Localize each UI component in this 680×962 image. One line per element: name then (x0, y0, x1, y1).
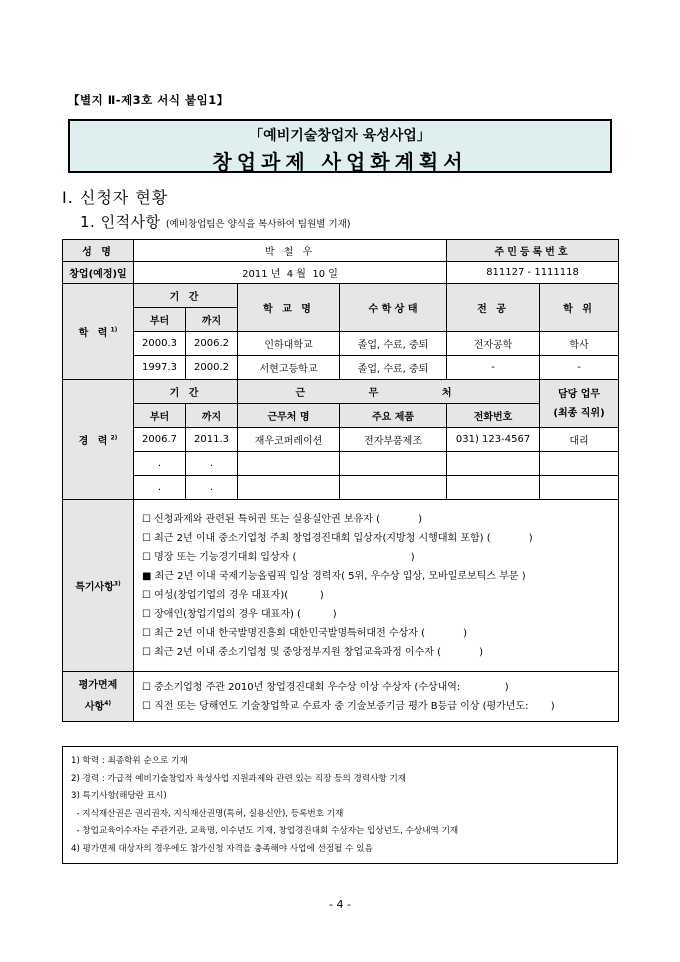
rrn-label: 주민등록번호 (447, 240, 619, 262)
career-from: . (134, 452, 186, 476)
career-phone (447, 452, 540, 476)
edu-to: 2006.2 (186, 332, 238, 356)
special-item: ☐ 여성(창업기업의 경우 대표자)( ) (142, 589, 324, 601)
edu-degree: 학사 (540, 332, 619, 356)
subsection-title: 1. 인적사항 (80, 213, 161, 231)
education-label: 학 력$^{1)}$ (63, 284, 134, 380)
career-from: 2006.7 (134, 428, 186, 452)
edu-major: 전자공학 (447, 332, 540, 356)
edu-to: 2000.2 (186, 356, 238, 380)
title-main: 창업과제 사업화계획서 (212, 150, 468, 174)
table-row (63, 356, 619, 380)
subsection-note: (예비창업팀은 양식을 복사하여 팀원별 기재) (165, 219, 351, 230)
edu-degree: - (540, 356, 619, 380)
section-heading: Ⅰ. 신청자 현황 (62, 188, 169, 207)
special-items (134, 500, 619, 672)
edu-school: 서현고등학교 (238, 356, 340, 380)
special-item: ☐ 장애인(창업기업의 경우 대표자) ( ) (142, 608, 337, 620)
edu-period-header: 기 간 (134, 284, 238, 308)
edu-from-header: 부터 (134, 308, 186, 332)
career-to: 2011.3 (186, 428, 238, 452)
footnote: 1) 학력 : 최종학위 순으로 기재 (71, 756, 188, 766)
career-duty (540, 476, 619, 500)
career-product (340, 452, 447, 476)
career-duty-header: 담당 업무 (최종 직위) (540, 380, 619, 428)
special-item: ☐ 최근 2년 이내 한국발명진흥회 대한민국발명특허대전 수상자 ( ) (142, 627, 468, 639)
special-item: ☐ 명장 또는 기능경기대회 입상자 ( ) (142, 551, 415, 563)
founding-date-value: 2011 년 4 월 10 일 (134, 262, 447, 284)
edu-from: 2000.3 (134, 332, 186, 356)
exemption-item: ☐ 중소기업청 주관 2010년 창업경진대회 우수상 이상 수상자 (수상내역: ) (142, 681, 509, 693)
table-row (63, 452, 619, 476)
exemption-item: ☐ 직전 또는 당해연도 기술창업학교 수료자 중 기술보증기금 평가 B등급 이상 (평가년도: ) (142, 700, 555, 712)
edu-to-header: 까지 (186, 308, 238, 332)
career-duty (540, 452, 619, 476)
special-label: 특기사항$^{3)}$ (63, 500, 134, 672)
career-phone (447, 476, 540, 500)
title-subtitle: 「예비기술창업자 육성사업」 (249, 128, 431, 144)
edu-major-header: 전 공 (447, 284, 540, 332)
table-row (63, 476, 619, 500)
footnote: 3) 특기사항(해당란 표시) (71, 791, 167, 801)
career-to: . (186, 452, 238, 476)
career-duty: 대리 (540, 428, 619, 452)
career-workplace-header: 근 무 처 (238, 380, 540, 404)
edu-status: 졸업, 수료, 중퇴 (340, 356, 447, 380)
edu-major: - (447, 356, 540, 380)
edu-school-header: 학 교 명 (238, 284, 340, 332)
career-period-header: 기 간 (134, 380, 238, 404)
career-from: . (134, 476, 186, 500)
special-item: ☐ 신청과제와 관련된 특허권 또는 실용실안권 보유자 ( ) (142, 513, 423, 525)
applicant-table (62, 239, 619, 722)
special-item: ■ 최근 2년 이내 국제기능올림픽 입상 경력자( 5위, 우수상 입상, 모바일로보틱스 부문 ) (142, 570, 526, 582)
career-company: 재우코퍼레이션 (238, 428, 340, 452)
footnotes-box (62, 746, 618, 864)
title-box (68, 119, 612, 173)
career-to: . (186, 476, 238, 500)
footnote: - 지식재산권은 권리권자, 지식재산권명(특허, 실용신안), 등록번호 기재 (71, 808, 344, 819)
rrn-value: 811127 - 1111118 (447, 262, 619, 284)
name-value: 박 철 우 (134, 240, 447, 262)
career-phone: 031) 123-4567 (447, 428, 540, 452)
edu-degree-header: 학 위 (540, 284, 619, 332)
name-label: 성 명 (63, 240, 134, 262)
footnote: 4) 평가면제 대상자의 경우에도 참가신청 자격을 충족해야 사업에 선정될 수 있음 (71, 843, 373, 854)
special-item: ☐ 최근 2년 이내 중소기업청 및 중앙정부지원 창업교육과정 이수자 ( ) (142, 646, 484, 658)
career-phone-header: 전화번호 (447, 404, 540, 428)
career-to-header: 까지 (186, 404, 238, 428)
exemption-label: 평가면제 사항$^{4)}$ (63, 672, 134, 722)
table-row (63, 332, 619, 356)
career-label: 경 력$^{2)}$ (63, 380, 134, 500)
edu-status: 졸업, 수료, 중퇴 (340, 332, 447, 356)
subsection-heading (80, 211, 351, 232)
career-product (340, 476, 447, 500)
career-company (238, 452, 340, 476)
table-row (63, 428, 619, 452)
career-from-header: 부터 (134, 404, 186, 428)
edu-from: 1997.3 (134, 356, 186, 380)
special-item: ☐ 최근 2년 이내 중소기업청 주최 창업경진대회 입상자(지방청 시행대회 포함) ( ) (142, 532, 533, 544)
career-product-header: 주요 제품 (340, 404, 447, 428)
footnote: - 창업교육이수자는 주관기관, 교육명, 이수년도 기재, 창업경진대회 수상자는 입상년도, 수상내역 기재 (71, 826, 459, 836)
edu-school: 인하대학교 (238, 332, 340, 356)
career-company-header: 근무처 명 (238, 404, 340, 428)
form-tag: 【별지 Ⅱ-제3호 서식 붙임1】 (68, 93, 229, 107)
founding-date-label: 창업(예정)일 (63, 262, 134, 284)
exemption-items (134, 672, 619, 722)
page-number: - 4 - (329, 898, 351, 911)
career-product: 전자부품제조 (340, 428, 447, 452)
edu-status-header: 수 학 상 태 (340, 284, 447, 332)
career-company (238, 476, 340, 500)
footnote: 2) 경력 : 가급적 예비기술창업자 육성사업 지원과제와 관련 있는 직장 등의 경력사항 기재 (71, 773, 407, 784)
